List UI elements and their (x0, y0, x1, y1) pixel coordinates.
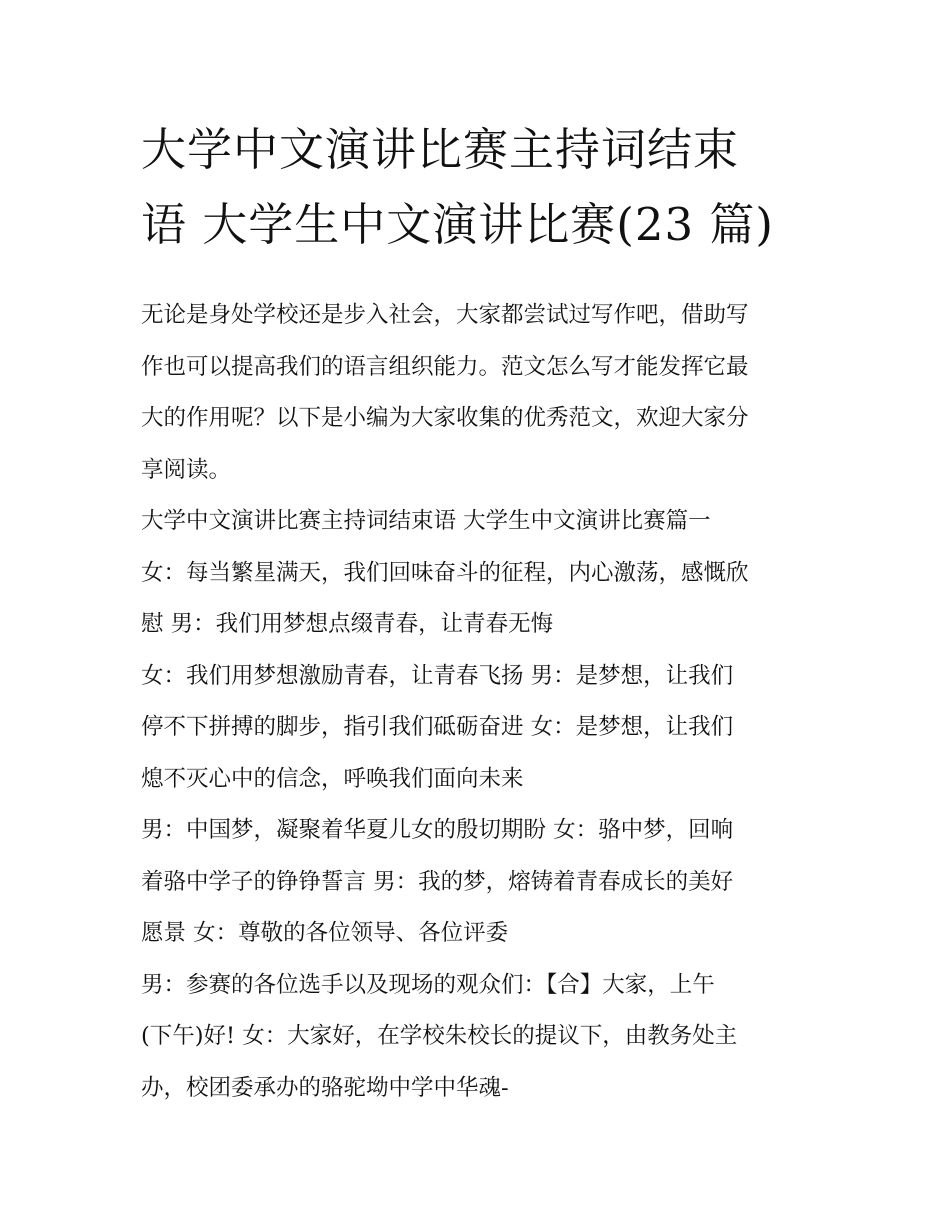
body-line: 办，校团委承办的骆驼坳中学中华魂- (141, 1074, 509, 1101)
section-heading: 大学中文演讲比赛主持词结束语 大学生中文演讲比赛篇一 (141, 508, 711, 534)
document-title (141, 112, 821, 262)
intro-line: 享阅读。 (141, 456, 232, 483)
body-line: 愿景 女：尊敬的各位领导、各位评委 (141, 920, 509, 946)
intro-line: 大的作用呢？以下是小编为大家收集的优秀范文，欢迎大家分 (141, 405, 749, 431)
body-line: 着骆中学子的铮铮誓言 男：我的梦，熔铸着青春成长的美好 (141, 868, 734, 895)
body-line: 熄不灭心中的信念，呼唤我们面向未来 (141, 765, 524, 792)
document-page (141, 112, 821, 1114)
body-line: 慰 男：我们用梦想点缀青春，让青春无悔 (141, 611, 554, 637)
body-line: 女：每当繁星满天，我们回味奋斗的征程，内心激荡，感慨欣 (141, 559, 749, 586)
body-line: 男：参赛的各位选手以及现场的观众们：【合】大家，上午 (141, 971, 715, 998)
body-line: (下午)好! 女：大家好，在学校朱校长的提议下，由教务处主 (141, 1023, 738, 1049)
intro-line: 无论是身处学校还是步入社会，大家都尝试过写作吧，借助写 (141, 302, 749, 328)
script-body (141, 548, 821, 1115)
body-line: 停不下拼搏的脚步，指引我们砥砺奋进 女：是梦想，让我们 (141, 714, 734, 740)
title-line-2: 语 大学生中文演讲比赛(23 篇) (141, 198, 774, 251)
intro-paragraph (141, 290, 821, 496)
title-line-1: 大学中文演讲比赛主持词结束 (141, 123, 740, 176)
body-line: 男：中国梦，凝聚着华夏儿女的殷切期盼 女：骆中梦，回响 (141, 817, 734, 843)
body-line: 女：我们用梦想激励青春，让青春飞扬 男：是梦想，让我们 (141, 662, 734, 689)
intro-line: 作也可以提高我们的语言组织能力。范文怎么写才能发挥它最 (141, 353, 749, 380)
